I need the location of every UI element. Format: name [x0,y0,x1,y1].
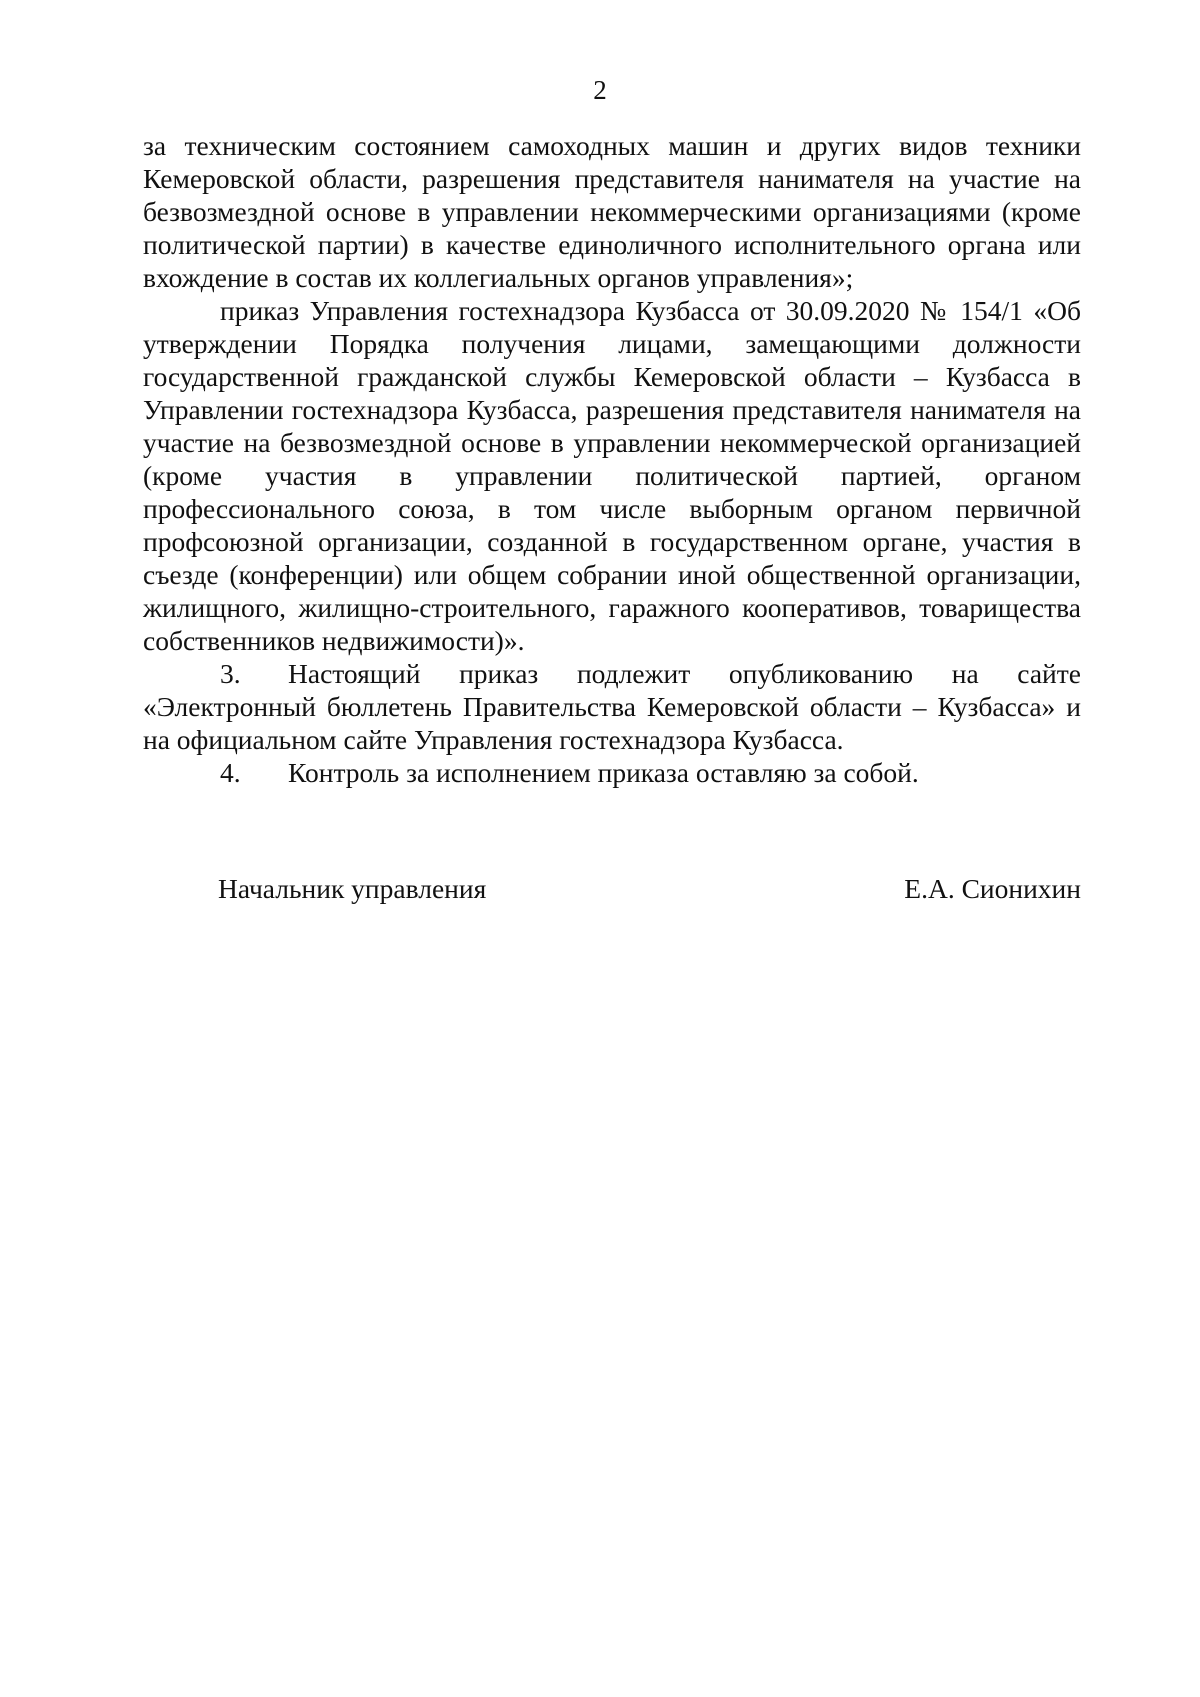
document-body [143,129,1081,789]
numbered-item-3 [143,657,1081,756]
page-number: 2 [593,75,607,105]
paragraph-order-reference: приказ Управления гостехнадзора Кузбасса от 30.09.2020 № 154/1 «Об утверждении Порядка получения лицами, замещающими должности государственной гражданской службы Кемеровской области – Кузбасса в Управлении гостехнадзора Кузбасса, разрешения представителя нанимателя на участие на безвозмездной основе в управлении некоммерческой организацией (кроме участия в управлении политической партией, органом профессионального союза, в том числе выборным органом первичной профсоюзной организации, созданной в государственном органе, участия в съезде (конференции) или общем собрании иной общественной организации, жилищного, жилищно-строительного, гаражного кооперативов, товарищества собственников недвижимости)». [143,295,1081,656]
signatory-title: Начальник управления [218,873,487,904]
item-number: 3. [220,658,241,689]
item-number: 4. [220,757,241,788]
item-text: Контроль за исполнением приказа оставляю за собой. [288,757,919,788]
numbered-item-4 [143,756,1081,789]
paragraph-continuation: за техническим состоянием самоходных машин и других видов техники Кемеровской области, разрешения представителя нанимателя на участие на безвозмездной основе в управлении некоммерческими организациями (кроме политической партии) в качестве единоличного исполнительного органа или вхождение в состав их коллегиальных органов управления»; [143,130,1081,293]
item-text: Настоящий приказ подлежит опубликованию на сайте «Электронный бюллетень Правительства Кемеровской области – Кузбасса» и на официальном сайте Управления гостехнадзора Кузбасса. [143,658,1081,755]
signatory-name: Е.А. Сионихин [904,873,1081,904]
signature-block [0,872,1200,912]
